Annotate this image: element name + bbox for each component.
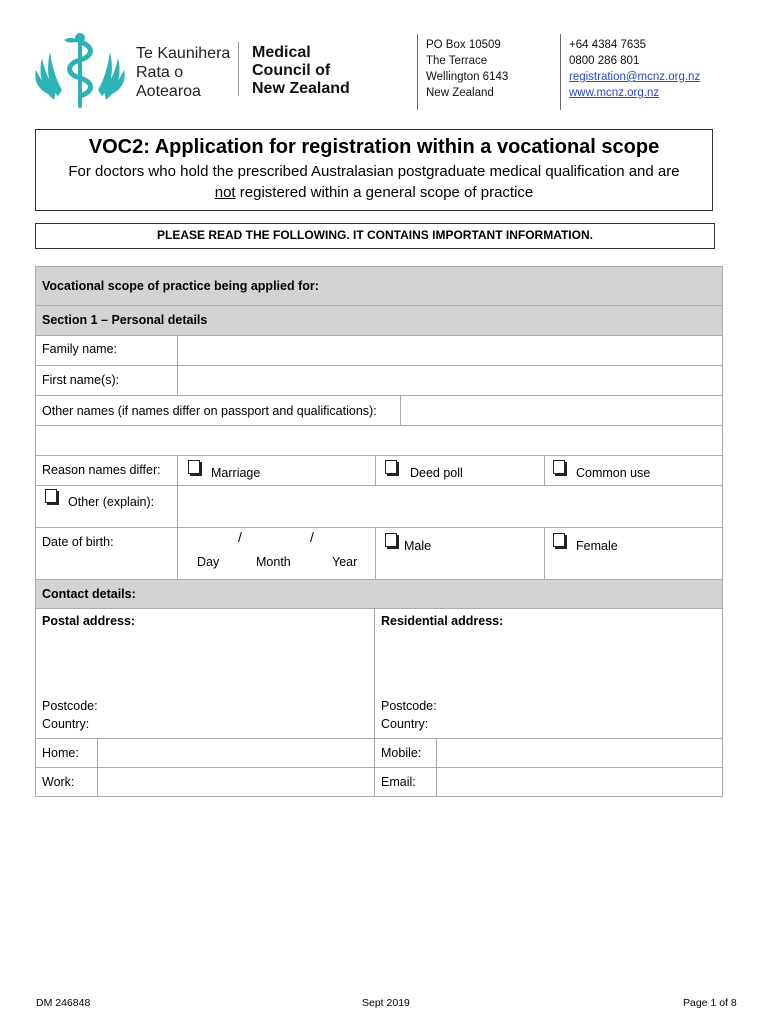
email-field[interactable] <box>436 768 722 796</box>
female-label: Female <box>576 539 618 553</box>
form-title-box <box>35 129 713 211</box>
residential-country-label: Country: <box>381 717 429 731</box>
postal-country-label: Country: <box>42 717 90 731</box>
other-names-label: Other names (if names differ on passport and qualifications): <box>42 404 377 418</box>
home-phone-field[interactable] <box>97 739 374 767</box>
work-label: Work: <box>42 775 75 789</box>
email-label: Email: <box>381 775 416 789</box>
common-use-checkbox[interactable] <box>553 460 565 474</box>
dob-row <box>36 527 722 579</box>
other-names-field-continued[interactable] <box>36 425 722 455</box>
form-title: VOC2: Application for registration within a vocational scope <box>88 136 660 158</box>
other-names-field[interactable] <box>400 396 722 425</box>
home-label: Home: <box>42 746 79 760</box>
first-names-field[interactable] <box>177 366 722 395</box>
mobile-label: Mobile: <box>381 746 422 760</box>
family-name-field[interactable] <box>177 336 722 365</box>
marriage-checkbox[interactable] <box>188 460 200 474</box>
dob-field[interactable] <box>178 528 375 579</box>
dob-label: Date of birth: <box>42 535 114 549</box>
important-notice: PLEASE READ THE FOLLOWING. IT CONTAINS IMPORTANT INFORMATION. <box>35 223 715 249</box>
section1-header: Section 1 – Personal details <box>36 305 722 335</box>
common-use-label: Common use <box>576 466 651 480</box>
postal-address-block: PO Box 10509 The Terrace Wellington 6143 New Zealand <box>426 39 509 99</box>
deed-poll-checkbox[interactable] <box>385 460 397 474</box>
postal-address-field[interactable] <box>37 609 374 738</box>
female-checkbox[interactable] <box>553 533 565 547</box>
dob-month-label: Month <box>256 555 291 569</box>
freephone-number: 0800 286 801 <box>569 55 640 67</box>
caduceus-fern-emblem-icon <box>34 30 126 110</box>
family-name-label: Family name: <box>42 342 118 356</box>
address-divider <box>417 34 418 110</box>
vocational-scope-label: Vocational scope of practice being applied for: <box>42 279 319 293</box>
work-phone-field[interactable] <box>97 768 374 796</box>
contact-divider <box>560 34 561 110</box>
document-id: DM 246848 <box>36 997 91 1009</box>
residential-postcode-label: Postcode: <box>381 699 437 713</box>
vocational-scope-row[interactable] <box>36 267 722 305</box>
dob-separator: / <box>238 529 242 545</box>
org-name: Medical Council of New Zealand <box>252 44 350 97</box>
residential-address-label: Residential address: <box>381 614 504 628</box>
other-explain-field[interactable] <box>178 486 722 527</box>
first-names-label: First name(s): <box>42 373 120 387</box>
phone-number: +64 4384 7635 <box>569 39 647 51</box>
other-explain-label: Other (explain): <box>68 495 155 509</box>
marriage-label: Marriage <box>211 466 261 480</box>
document-date: Sept 2019 <box>362 997 410 1009</box>
mobile-phone-field[interactable] <box>436 739 722 767</box>
residential-address-field[interactable] <box>375 609 722 738</box>
page-number: Page 1 of 8 <box>683 997 737 1009</box>
dob-year-label: Year <box>332 555 358 569</box>
form-subtitle: For doctors who hold the prescribed Australasian postgraduate medical qualification and are not registered within a general scope of practice <box>68 163 680 201</box>
other-explain-checkbox[interactable] <box>45 489 57 503</box>
logo-divider <box>238 42 239 96</box>
contact-details-header: Contact details: <box>36 579 722 608</box>
dob-separator: / <box>310 529 314 545</box>
male-checkbox[interactable] <box>385 533 397 547</box>
website-link[interactable]: www.mcnz.org.nz <box>569 87 660 99</box>
email-link[interactable]: registration@mcnz.org.nz <box>569 71 701 83</box>
deed-poll-label: Deed poll <box>410 466 463 480</box>
male-label: Male <box>404 539 432 553</box>
postal-postcode-label: Postcode: <box>42 699 98 713</box>
maori-org-name: Te Kaunihera Rata o Aotearoa <box>136 45 231 100</box>
dob-day-label: Day <box>197 555 220 569</box>
contact-block <box>569 37 700 101</box>
postal-address-label: Postal address: <box>42 614 136 628</box>
reason-label: Reason names differ: <box>42 463 161 477</box>
